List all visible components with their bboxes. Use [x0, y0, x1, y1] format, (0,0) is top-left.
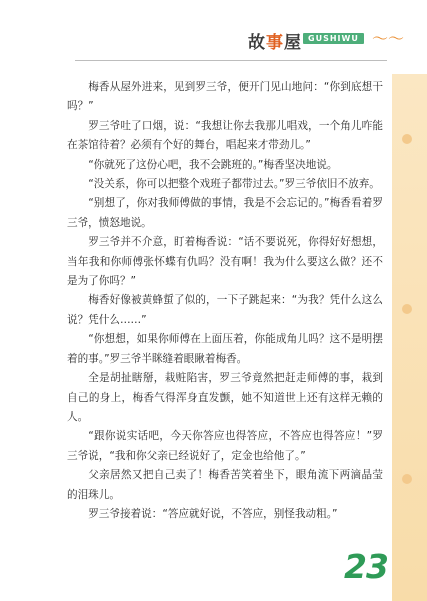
- decorative-wave-icon: 〜〜: [372, 29, 405, 48]
- column-brand-label: GUSHIWU: [303, 33, 364, 44]
- column-title: [248, 28, 302, 53]
- story-paragraph: “跟你说实话吧，今天你答应也得答应，不答应也得答应！”罗三爷说，“我和你父亲已经说好了，定金也给他了。”: [67, 430, 383, 462]
- story-paragraph: “没关系，你可以把整个戏班子都带过去。”罗三爷依旧不放弃。: [88, 178, 380, 191]
- story-body: [67, 78, 383, 524]
- story-paragraph: 梅香好像被黄蜂蜇了似的，一下子跳起来：“为我？凭什么这么说？凭什么……”: [67, 294, 383, 326]
- sidebar-dot-decoration: [402, 134, 412, 144]
- sidebar-dot-decoration: [402, 304, 412, 314]
- story-paragraph: 罗三爷并不介意，盯着梅香说：“话不要说死，你得好好想想，当年我和你师傅张怀蝶有仇吗？没有啊！我为什么要这么做？还不是为了你吗？”: [67, 236, 383, 288]
- page-number: 23: [344, 547, 388, 586]
- story-paragraph: “别想了，你对我师傅做的事情，我是不会忘记的。”梅香看着罗三爷，愤怒地说。: [67, 197, 383, 229]
- decorative-sidebar-strip: [392, 74, 427, 601]
- sidebar-dot-decoration: [402, 474, 412, 484]
- title-char-2: 事: [266, 33, 284, 53]
- header-divider: [75, 60, 387, 61]
- story-paragraph: 全是胡扯瞎掰，栽赃陷害，罗三爷竟然把赶走师傅的事，栽到自己的身上，梅香气得浑身直发颤，她不知道世上还有这样无赖的人。: [67, 372, 383, 423]
- story-paragraph: “你想想，如果你师傅在上面压着，你能成角儿吗？这不是明摆着的事。”罗三爷半眯缝着眼瞅着梅香。: [67, 333, 383, 365]
- page-header: [0, 0, 427, 60]
- story-paragraph: 梅香从屋外进来，见到罗三爷，便开门见山地问：“你到底想干吗？”: [67, 81, 383, 113]
- story-paragraph: 父亲居然又把自己卖了！梅香苦笑着坐下，眼角流下两滴晶莹的泪珠儿。: [67, 469, 383, 501]
- story-paragraph: 罗三爷接着说：“答应就好说，不答应，别怪我动粗。”: [88, 507, 338, 520]
- title-char-3: 屋: [284, 33, 302, 53]
- title-char-1: 故: [248, 33, 266, 53]
- story-paragraph: “你就死了这份心吧，我不会跳班的。”梅香坚决地说。: [88, 158, 338, 171]
- story-paragraph: 罗三爷吐了口烟，说：“我想让你去我那儿唱戏，一个角儿咋能在茶馆待着？必须有个好的舞台，唱起来才带劲儿。”: [67, 119, 383, 152]
